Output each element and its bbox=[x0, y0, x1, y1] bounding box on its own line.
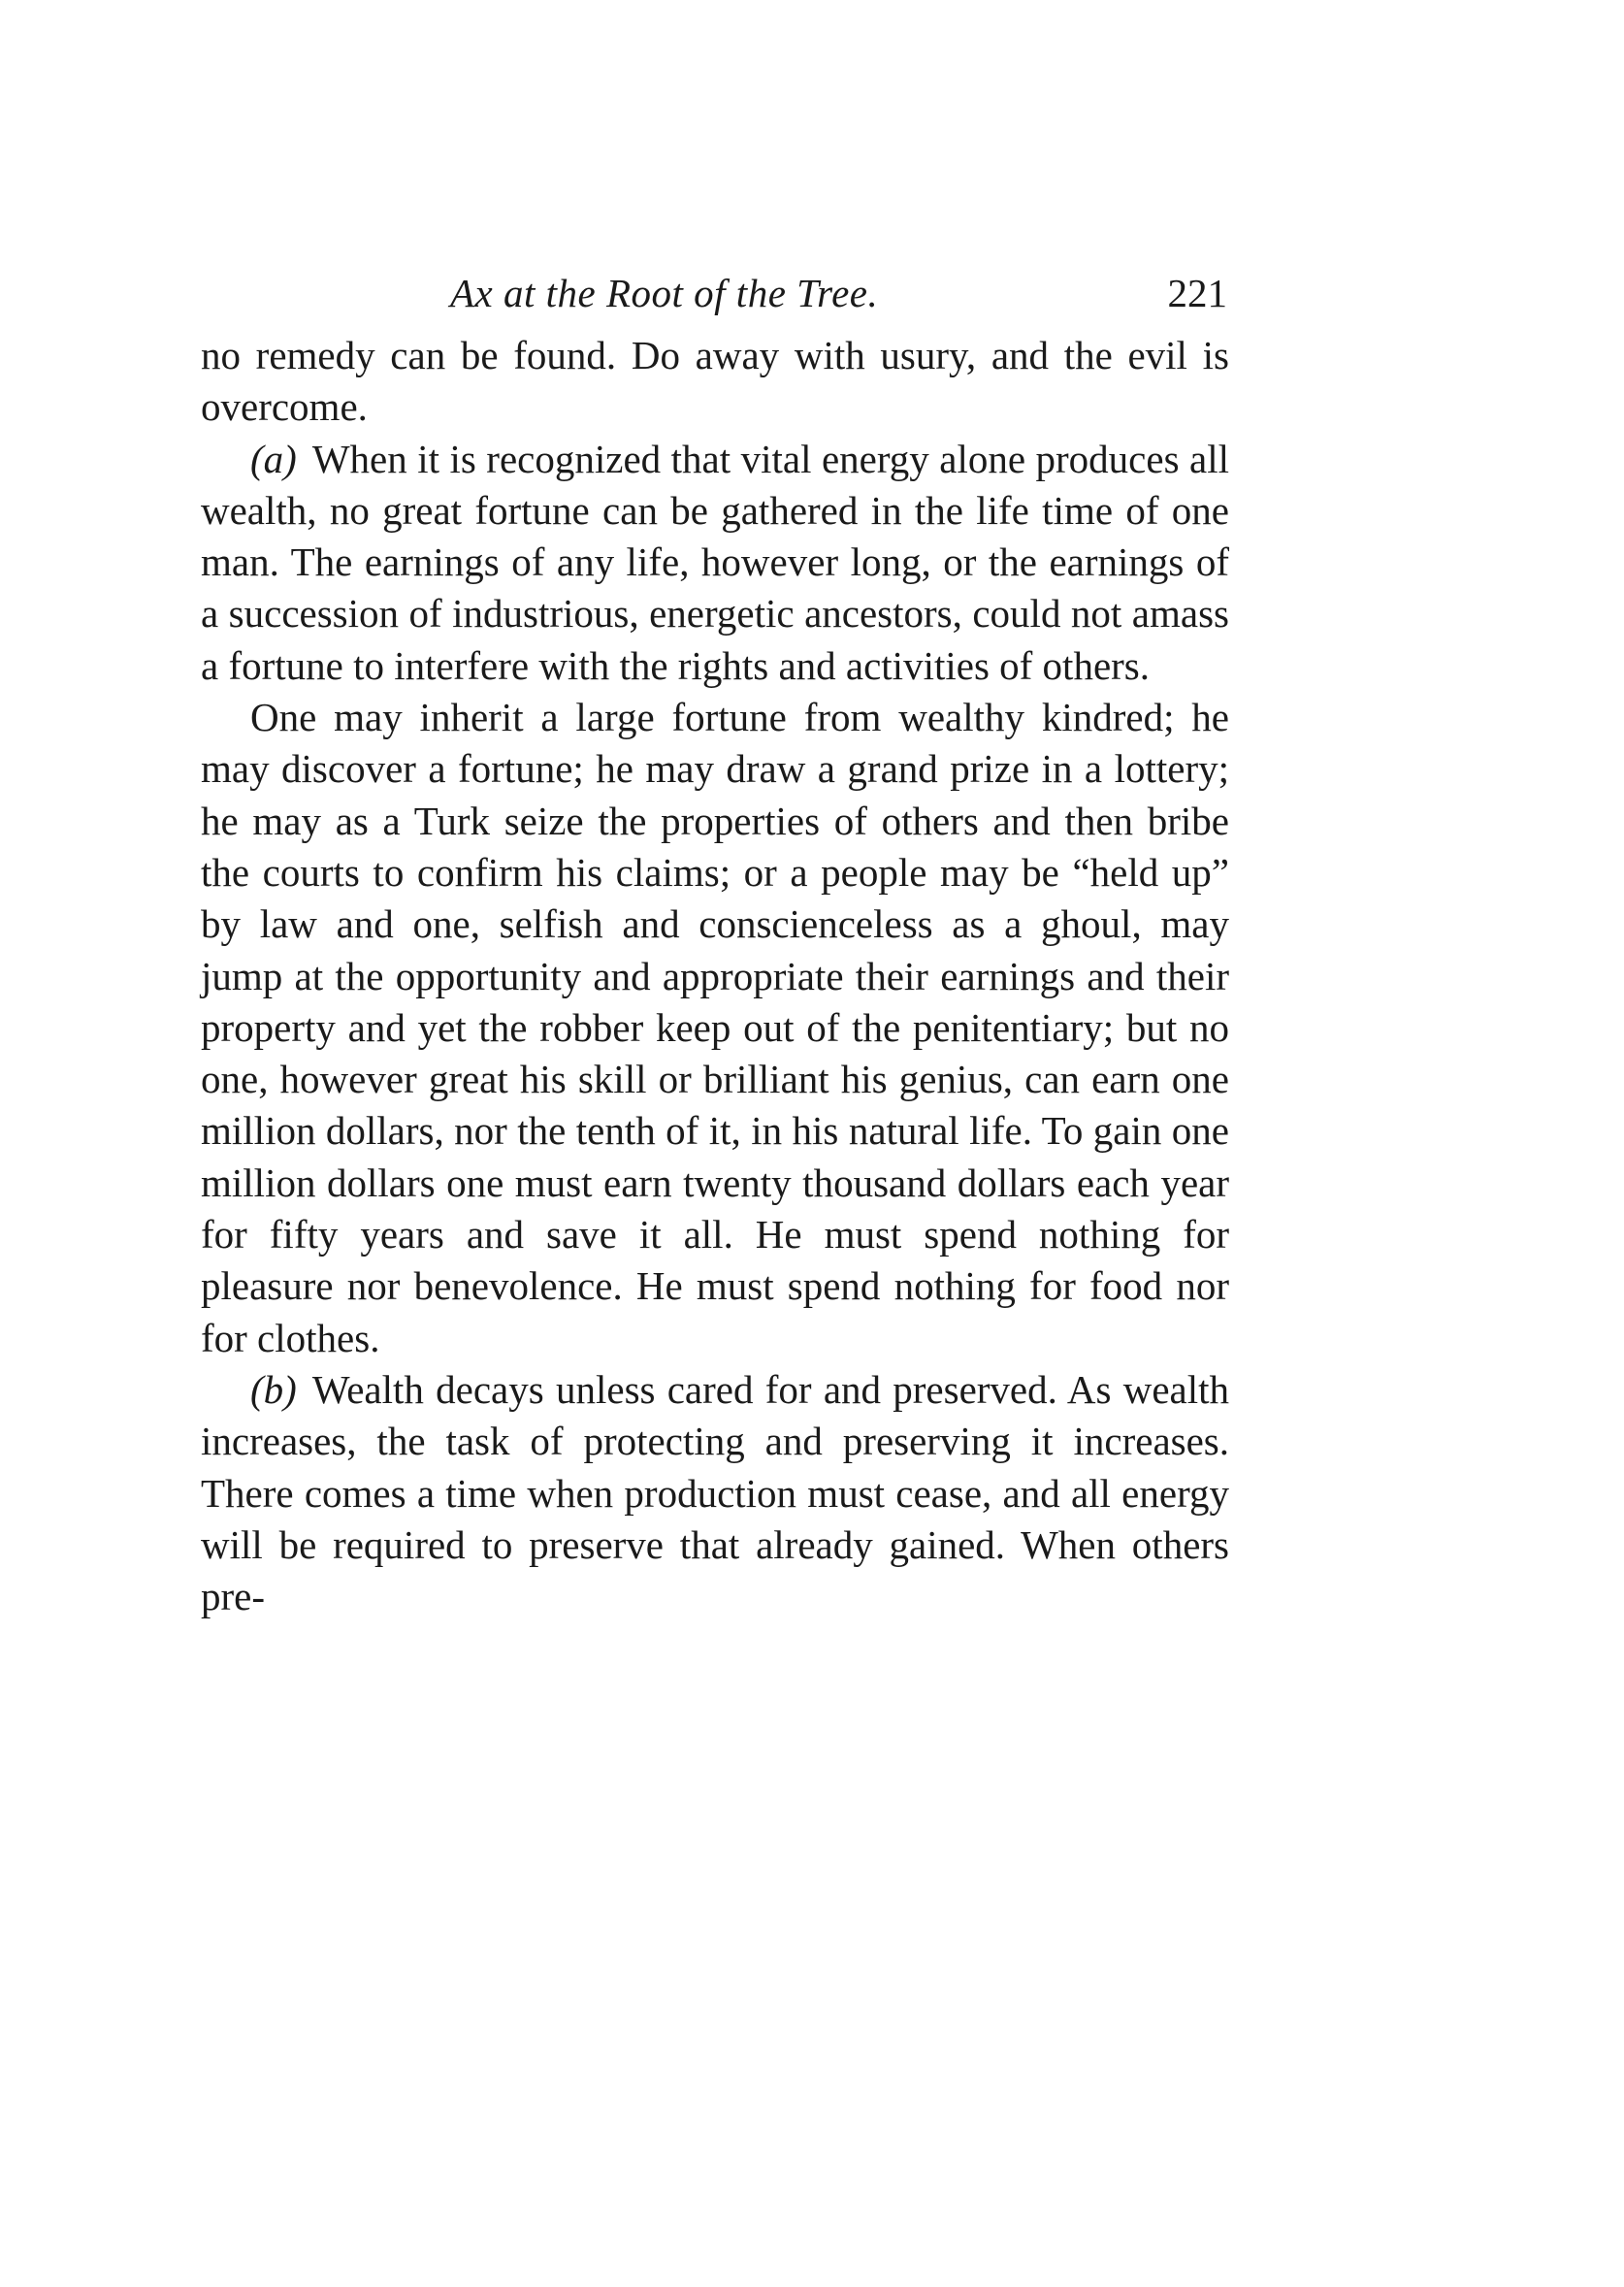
paragraph-text: no remedy can be found. Do away with usury, and the evil is overcome. bbox=[201, 333, 1229, 430]
paragraph-text: When it is recognized that vital energy alone produces all wealth, no great fortune can be gathered in the life time of one man. The earnings of any life, however long, or the earnings of a succession of industrious, energetic ancestors, could not amass a fortune to interfere with the rights and activities of others. bbox=[201, 436, 1229, 688]
body-text bbox=[201, 330, 1229, 1622]
page-number: 221 bbox=[1167, 271, 1227, 315]
running-head bbox=[201, 262, 1229, 330]
paragraph-label: (a) bbox=[250, 436, 297, 481]
paragraph-b bbox=[201, 1364, 1229, 1622]
paragraph-label: (b) bbox=[250, 1366, 297, 1412]
book-page bbox=[201, 262, 1229, 1622]
paragraph-text: Wealth decays unless cared for and preserved. As wealth increases, the task of protecting and preserving it increases. There comes a time when production must cease, and all energy will be required to preserve that already gained. When others pre- bbox=[201, 1366, 1229, 1619]
paragraph-text: One may inherit a large fortune from wealthy kindred; he may discover a fortune; he may draw a grand prize in a lottery; he may as a Turk seize the properties of others and then bribe the courts to confirm his claims; or a people may be “held up” by law and one, selfish and conscienceless as a ghoul, may jump at the opportunity and appropriate their earnings and their property and yet the robber keep out of the penitentiary; but no one, however great his skill or brilliant his genius, can earn one million dollars, nor the tenth of it, in his natural life. To gain one million dollars one must earn twenty thousand dollars each year for fifty years and save it all. He must spend nothing for pleasure nor benevolence. He must spend nothing for food nor for clothes. bbox=[201, 695, 1229, 1360]
paragraph-a bbox=[201, 434, 1229, 692]
running-title: Ax at the Root of the Tree. bbox=[450, 271, 879, 315]
paragraph-fortune bbox=[201, 692, 1229, 1364]
paragraph-continuation bbox=[201, 330, 1229, 434]
